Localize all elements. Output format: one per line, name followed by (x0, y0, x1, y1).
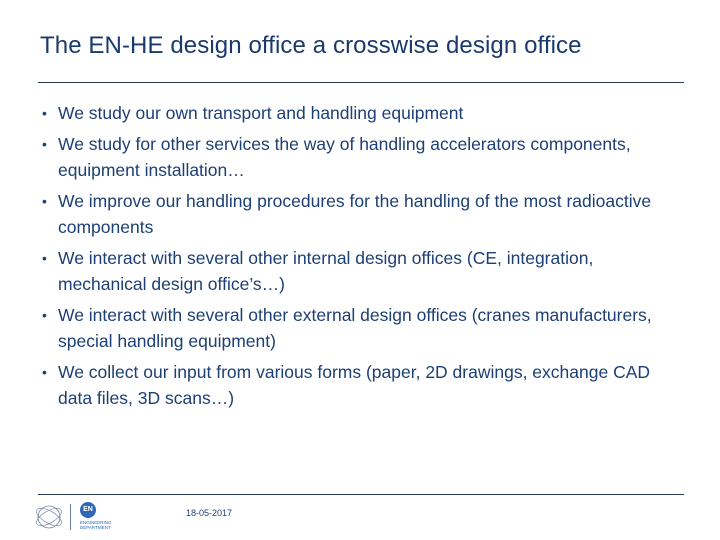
bullet-item (42, 359, 682, 411)
bullet-marker: • (42, 193, 47, 209)
slide-title: The EN-HE design office a crosswise design office (40, 32, 582, 59)
footer-divider (38, 494, 684, 495)
bullet-marker: • (42, 364, 47, 380)
bullet-text: We improve our handling procedures for the handling of the most radioactive components (58, 191, 652, 237)
footer-logos (34, 500, 124, 534)
bullet-marker: • (42, 307, 47, 323)
logo-divider (70, 504, 71, 530)
en-logo-caption: ENGINEERING DEPARTMENT (80, 520, 112, 530)
bullet-item (42, 302, 682, 354)
cern-logo-icon (34, 502, 64, 532)
footer-date: 18-05-2017 (186, 508, 233, 518)
bullet-text: We interact with several other external design offices (cranes manufacturers, special handling equipment) (58, 305, 652, 351)
en-logo-icon: EN (80, 502, 96, 518)
bullet-text: We study our own transport and handling equipment (58, 103, 464, 123)
title-divider (38, 82, 684, 83)
bullet-marker: • (42, 250, 47, 266)
bullet-text: We interact with several other internal design offices (CE, integration, mechanical design office’s…) (58, 248, 594, 294)
bullet-item (42, 245, 682, 297)
bullet-text: We study for other services the way of handling accelerators components, equipment installation… (58, 134, 631, 180)
bullet-item (42, 131, 682, 183)
bullet-list (42, 100, 682, 416)
bullet-text: We collect our input from various forms (paper, 2D drawings, exchange CAD data files, 3D scans…) (58, 362, 651, 408)
bullet-item (42, 100, 682, 126)
bullet-marker: • (42, 136, 47, 152)
bullet-item (42, 188, 682, 240)
bullet-marker: • (42, 105, 47, 121)
